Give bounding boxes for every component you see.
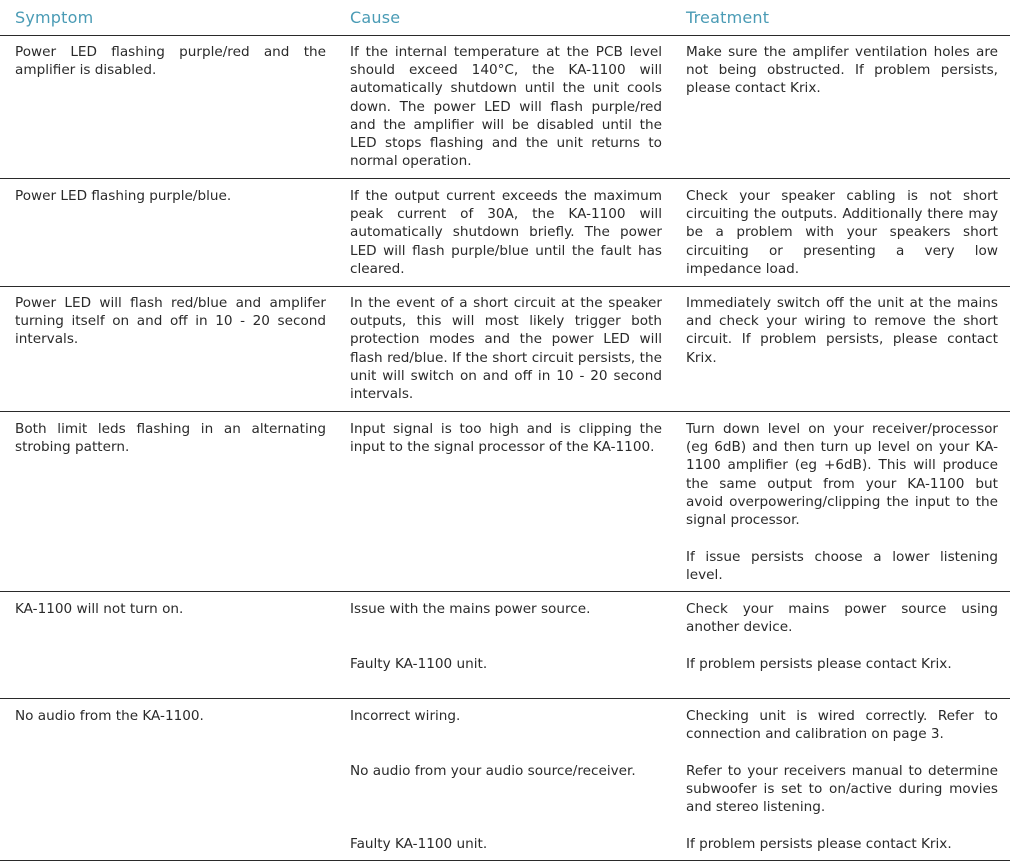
row5-cause-2: Faulty KA-1100 unit. xyxy=(350,656,488,672)
row1-symptom: Power LED flashing purple/red and the amplifier is disabled. xyxy=(15,44,326,79)
row5-treatment-1: Check your mains power source using another device. xyxy=(686,601,998,636)
row5-treatment-2: If problem persists please contact Krix. xyxy=(686,656,952,672)
header-divider xyxy=(0,35,1010,36)
row1-cause: If the internal temperature at the PCB level should exceed 140°C, the KA-1100 will automatically shutdown until the unit cools down. The power LED will flash purple/red and the amplifier will be disabled until the LED stops flashing and the unit returns to normal operation. xyxy=(350,44,662,170)
header-symptom: Symptom xyxy=(15,8,94,27)
row4-treatment: Turn down level on your receiver/processor (eg 6dB) and then turn up level on your KA-1100 amplifier (eg +6dB). This will produce the same output from your KA-1100 but avoid overpowering/clipping the input to the signal processor. xyxy=(686,421,998,529)
row3-symptom: Power LED will flash red/blue and amplifer turning itself on and off in 10 - 20 second intervals. xyxy=(15,295,326,348)
row6-treatment-1: Checking unit is wired correctly. Refer to connection and calibration on page 3. xyxy=(686,708,998,743)
row6-cause-3: Faulty KA-1100 unit. xyxy=(350,836,488,852)
table-bottom-divider xyxy=(0,860,1010,861)
row-divider xyxy=(0,178,1010,179)
header-treatment: Treatment xyxy=(686,8,770,27)
row-divider xyxy=(0,698,1010,699)
row4-treatment-note: If issue persists choose a lower listening level. xyxy=(686,549,998,584)
row4-symptom: Both limit leds flashing in an alternating strobing pattern. xyxy=(15,421,326,456)
row2-symptom: Power LED flashing purple/blue. xyxy=(15,188,232,204)
header-cause: Cause xyxy=(350,8,401,27)
row3-treatment: Immediately switch off the unit at the mains and check your wiring to remove the short circuit. If problem persists, please contact Krix. xyxy=(686,295,998,366)
row6-treatment-2: Refer to your receivers manual to determine subwoofer is set to on/active during movies and stereo listening. xyxy=(686,763,998,816)
row5-cause-1: Issue with the mains power source. xyxy=(350,601,591,617)
row6-symptom: No audio from the KA-1100. xyxy=(15,708,204,724)
row-divider xyxy=(0,411,1010,412)
row2-cause: If the output current exceeds the maximum peak current of 30A, the KA-1100 will automatically shutdown briefly. The power LED will flash purple/blue until the fault has cleared. xyxy=(350,188,662,277)
row6-cause-1: Incorrect wiring. xyxy=(350,708,461,724)
row-divider xyxy=(0,591,1010,592)
row5-symptom: KA-1100 will not turn on. xyxy=(15,601,184,617)
row4-cause: Input signal is too high and is clipping the input to the signal processor of the KA-1100. xyxy=(350,421,662,456)
row2-treatment: Check your speaker cabling is not short circuiting the outputs. Additionally there may be a problem with your speakers short circuiting or presenting a very low impedance load. xyxy=(686,188,998,277)
row6-cause-2: No audio from your audio source/receiver. xyxy=(350,763,636,779)
row3-cause: In the event of a short circuit at the speaker outputs, this will most likely trigger both protection modes and the power LED will flash red/blue. If the short circuit persists, the unit will switch on and off in 10 - 20 second intervals. xyxy=(350,295,662,403)
row1-treatment: Make sure the amplifer ventilation holes are not being obstructed. If problem persists, please contact Krix. xyxy=(686,44,998,97)
row-divider xyxy=(0,286,1010,287)
row6-treatment-3: If problem persists please contact Krix. xyxy=(686,836,952,852)
